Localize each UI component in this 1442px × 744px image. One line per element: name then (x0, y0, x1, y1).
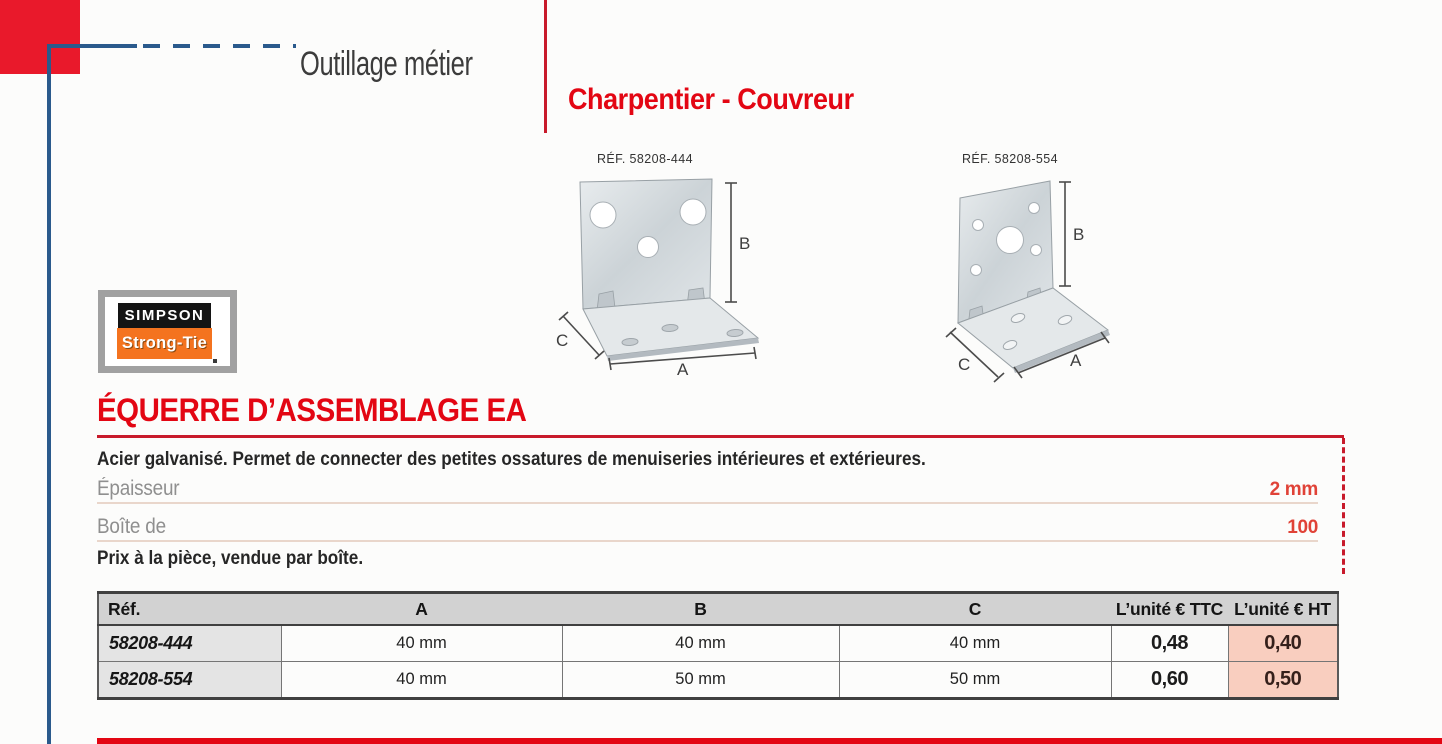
brand-logo-frame (98, 290, 237, 373)
col-header-ht: L’unité € HT (1228, 593, 1338, 626)
cell-ref: 58208-554 (98, 662, 281, 699)
bracket-drawing (958, 181, 1110, 373)
spec-rule (97, 540, 1318, 542)
table-row (98, 662, 1338, 699)
product-ref-label: RÉF. 58208-554 (962, 152, 1058, 166)
col-header-ref: Réf. (98, 593, 281, 626)
dim-label-a: A (1070, 351, 1082, 370)
brand-logo-registered-mark (213, 359, 217, 363)
col-header-b: B (562, 593, 839, 626)
cell-price-ht: 0,50 (1228, 662, 1338, 699)
col-header-a: A (281, 593, 562, 626)
spec-rule (97, 502, 1318, 504)
spec-value-boite: 100 (1287, 517, 1318, 538)
spec-value-epaisseur: 2 mm (1269, 479, 1318, 500)
cell-price-ht: 0,40 (1228, 625, 1338, 662)
table-row (98, 625, 1338, 662)
brand-logo-strongtie: Strong-Tie (117, 328, 212, 359)
product-figure-58208-554 (930, 150, 1175, 385)
cell-ref: 58208-444 (98, 625, 281, 662)
cell-a: 40 mm (281, 625, 562, 662)
cell-price-ttc: 0,48 (1111, 625, 1228, 662)
left-navy-rule (47, 44, 51, 744)
price-table (97, 591, 1339, 700)
section-label: Outillage métier (300, 45, 473, 83)
title-underline-rule (97, 435, 1344, 438)
cell-b: 50 mm (562, 662, 839, 699)
col-header-ttc: L’unité € TTC (1111, 593, 1228, 626)
top-navy-rule (47, 44, 137, 48)
bottom-red-bar (97, 738, 1442, 744)
category-title: Charpentier - Couvreur (568, 83, 854, 116)
brand-logo-simpson: SIMPSON (118, 303, 211, 328)
col-header-c: C (839, 593, 1111, 626)
cell-price-ttc: 0,60 (1111, 662, 1228, 699)
dim-label-c: C (958, 355, 971, 374)
bracket-drawing (580, 179, 759, 361)
pricing-note: Prix à la pièce, vendue par boîte. (97, 547, 364, 569)
dim-label-b: B (739, 234, 751, 253)
cell-a: 40 mm (281, 662, 562, 699)
dim-label-b: B (1073, 225, 1085, 244)
cell-c: 40 mm (839, 625, 1111, 662)
article-title: ÉQUERRE D’ASSEMBLAGE EA (97, 392, 527, 428)
top-navy-dashed-rule (143, 44, 296, 48)
product-ref-label: RÉF. 58208-444 (597, 152, 693, 166)
dim-label-c: C (556, 331, 569, 350)
article-description: Acier galvanisé. Permet de connecter des petites ossatures de menuiseries intérieures et extérieures. (97, 448, 926, 470)
spec-label-epaisseur: Épaisseur (97, 477, 180, 500)
table-header-row (98, 593, 1338, 626)
dim-label-a: A (677, 360, 689, 375)
dashed-right-border (1342, 438, 1345, 574)
bracket-image-ea-50 (930, 170, 1160, 385)
cell-c: 50 mm (839, 662, 1111, 699)
spec-label-boite: Boîte de (97, 515, 166, 538)
product-figure-58208-444 (555, 150, 800, 385)
bracket-image-ea-40 (555, 170, 795, 375)
red-vertical-divider (544, 0, 547, 133)
corner-red-square (0, 0, 80, 74)
cell-b: 40 mm (562, 625, 839, 662)
